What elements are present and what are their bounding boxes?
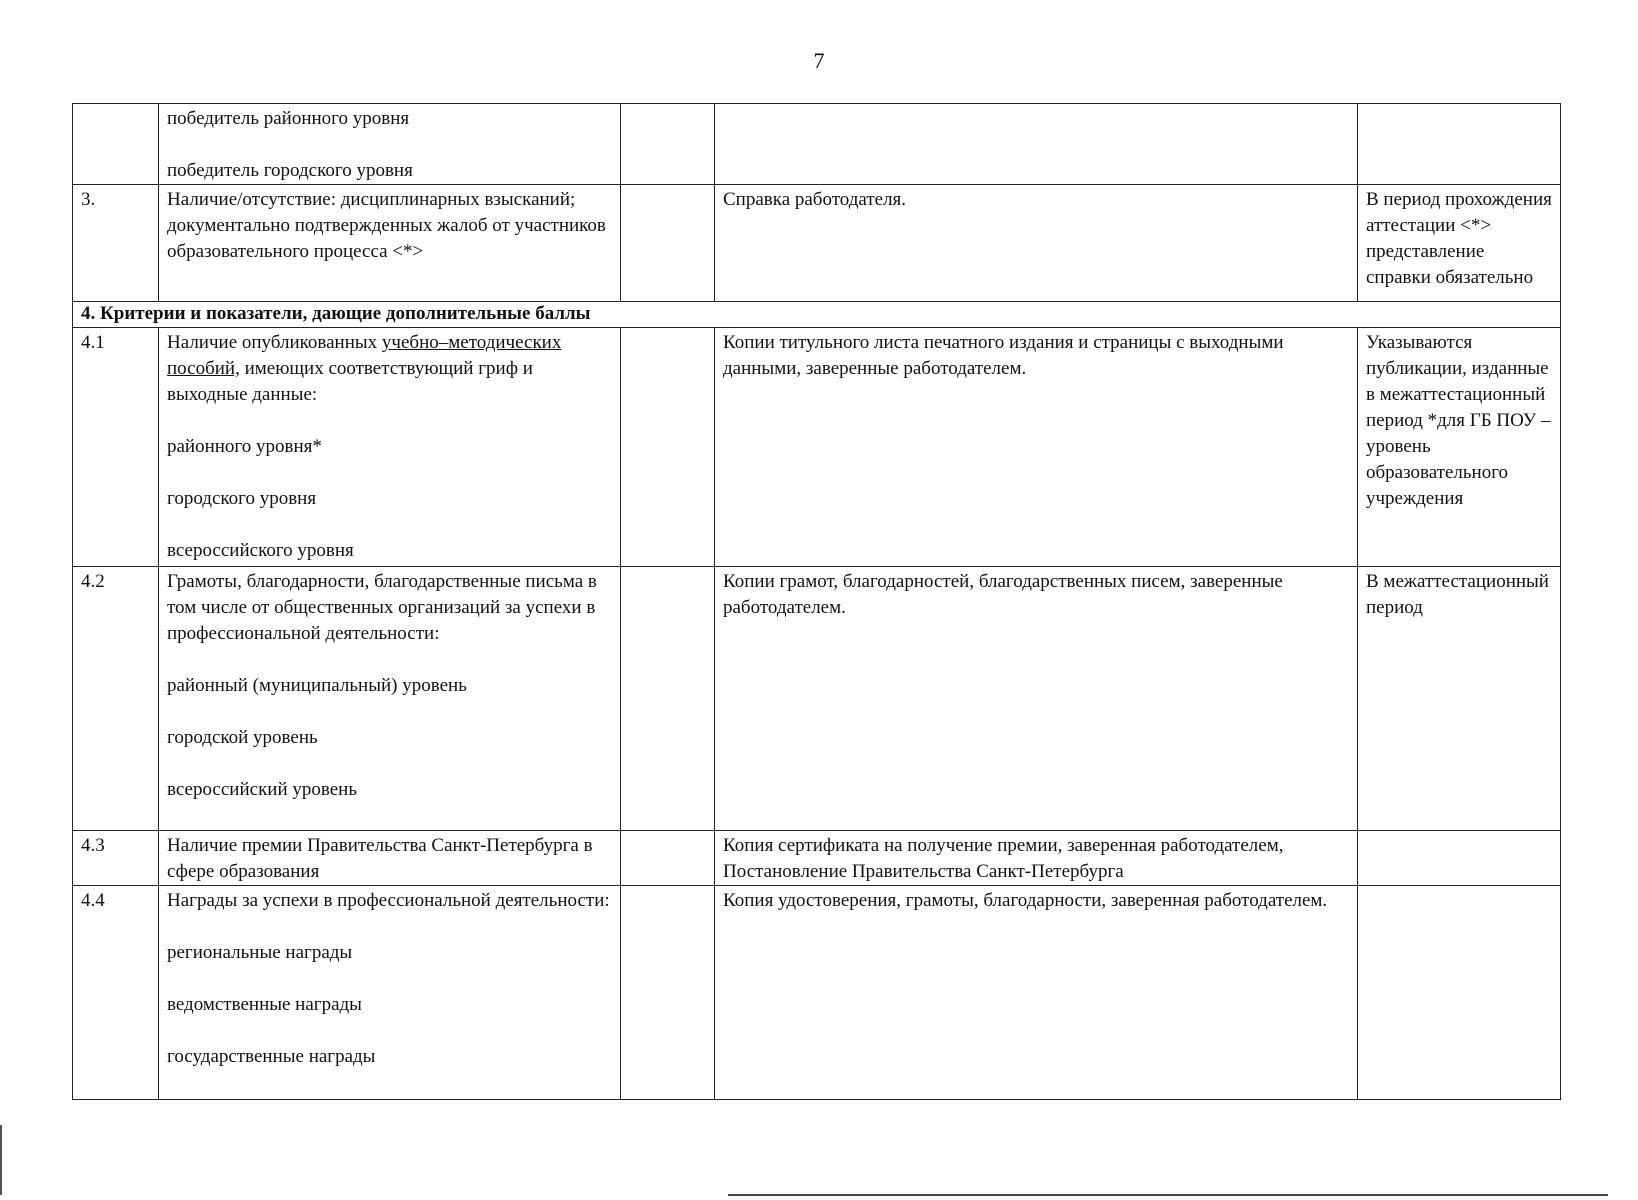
section-title: 4. Критерии и показатели, дающие дополнительные баллы xyxy=(73,302,1561,328)
criterion-cell: Наличие/отсутствие: дисциплинарных взысканий; документально подтвержденных жалоб от участников образовательного процесса <*> xyxy=(159,185,621,302)
points-cell xyxy=(621,185,715,302)
level-item: ведомственные награды xyxy=(167,994,362,1015)
row-number: 4.3 xyxy=(73,831,159,886)
documents-cell: Копия удостоверения, грамоты, благодарности, заверенная работодателем. xyxy=(715,886,1358,1100)
level-item: городской уровень xyxy=(167,727,318,748)
level-item: победитель районного уровня xyxy=(167,108,410,129)
table-row xyxy=(73,567,1561,831)
row-number: 4.4 xyxy=(73,886,159,1100)
criteria-table xyxy=(72,103,1561,1100)
row-number: 4.1 xyxy=(73,328,159,567)
points-cell xyxy=(621,328,715,567)
points-cell xyxy=(621,104,715,185)
level-item: всероссийского уровня xyxy=(167,540,354,561)
criterion-cell xyxy=(159,104,621,185)
table-row xyxy=(73,831,1561,886)
note-cell xyxy=(1358,886,1561,1100)
note-cell xyxy=(1358,831,1561,886)
level-item: победитель городского уровня xyxy=(167,160,413,181)
criterion-text: Наличие опубликованных xyxy=(167,332,382,353)
row-number-cell xyxy=(73,104,159,185)
criterion-cell xyxy=(159,886,621,1100)
level-item: региональные награды xyxy=(167,942,353,963)
documents-cell xyxy=(715,104,1358,185)
criterion-text: Грамоты, благодарности, благодарственные письма в том числе от общественных организаций за успехи в профессиональной деятельности: xyxy=(167,571,597,644)
note-cell: В межаттестационный период xyxy=(1358,567,1561,831)
points-cell xyxy=(621,567,715,831)
row-number: 3. xyxy=(73,185,159,302)
criterion-text: Награды за успехи в профессиональной деятельности: xyxy=(167,890,610,911)
table-row xyxy=(73,886,1561,1100)
section-header-row xyxy=(73,302,1561,328)
documents-cell: Копии титульного листа печатного издания и страницы с выходными данными, заверенные работодателем. xyxy=(715,328,1358,567)
documents-cell: Копия сертификата на получение премии, заверенная работодателем, Постановление Правительства Санкт-Петербурга xyxy=(715,831,1358,886)
table-row xyxy=(73,328,1561,567)
table-row xyxy=(73,185,1561,302)
criterion-cell: Наличие премии Правительства Санкт-Петербурга в сфере образования xyxy=(159,831,621,886)
row-number: 4.2 xyxy=(73,567,159,831)
criterion-underlined-text: учебно–методических пособий, xyxy=(167,332,562,379)
note-cell xyxy=(1358,104,1561,185)
documents-cell: Справка работодателя. xyxy=(715,185,1358,302)
scan-edge-line xyxy=(728,1194,1608,1196)
level-item: городского уровня xyxy=(167,488,317,509)
note-cell: В период прохождения аттестации <*> представление справки обязательно xyxy=(1358,185,1561,302)
scan-margin-mark xyxy=(0,1125,2,1195)
page-number: 7 xyxy=(813,48,825,73)
documents-cell: Копии грамот, благодарностей, благодарственных писем, заверенные работодателем. xyxy=(715,567,1358,831)
level-item: всероссийский уровень xyxy=(167,779,358,800)
table-row xyxy=(73,104,1561,185)
level-item: районного уровня* xyxy=(167,436,322,457)
points-cell xyxy=(621,831,715,886)
criterion-cell xyxy=(159,328,621,567)
note-cell: Указываются публикации, изданные в межаттестационный период *для ГБ ПОУ – уровень образовательного учреждения xyxy=(1358,328,1561,567)
criterion-cell xyxy=(159,567,621,831)
criterion-text: имеющих соответствующий гриф и выходные данные: xyxy=(167,358,533,405)
points-cell xyxy=(621,886,715,1100)
level-item: районный (муниципальный) уровень xyxy=(167,675,467,696)
level-item: государственные награды xyxy=(167,1046,376,1067)
